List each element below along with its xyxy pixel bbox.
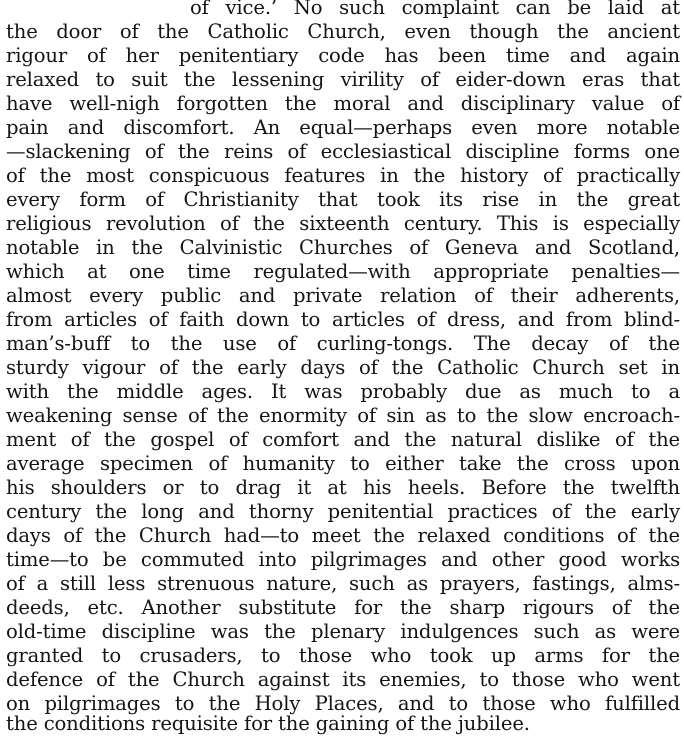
text-line: from articles of faith down to articles of dress, and from blind- — [6, 308, 680, 331]
text-line: defence of the Church against its enemies, to those who went — [6, 668, 680, 691]
text-line: every form of Christianity that took its rise in the great — [6, 188, 680, 211]
text-line: weakening sense of the enormity of sin as to the slow encroach- — [6, 404, 680, 427]
text-line: relaxed to suit the lessening virility of eider-down eras that — [6, 68, 680, 91]
text-line: religious revolution of the sixteenth century. This is especially — [6, 212, 680, 235]
text-line: with the middle ages. It was probably due as much to a — [6, 380, 680, 403]
text-line: on pilgrimages to the Holy Places, and to those who fulfilled — [6, 692, 680, 715]
text-line: granted to crusaders, to those who took up arms for the — [6, 644, 680, 667]
text-line: deeds, etc. Another substitute for the sharp rigours of the — [6, 596, 680, 619]
text-line: average specimen of humanity to either take the cross upon — [6, 452, 680, 475]
text-line: his shoulders or to drag it at his heels. Before the twelfth — [6, 476, 680, 499]
text-line: century the long and thorny penitential practices of the early — [6, 500, 680, 523]
text-line: rigour of her penitentiary code has been time and again — [6, 44, 680, 67]
text-line: old-time discipline was the plenary indulgences such as were — [6, 620, 680, 643]
text-line: of vice.’ No such complaint can be laid at — [190, 0, 680, 19]
text-line: the door of the Catholic Church, even though the ancient — [6, 20, 680, 43]
text-line: days of the Church had—to meet the relaxed conditions of the — [6, 524, 680, 547]
text-line: notable in the Calvinistic Churches of Geneva and Scotland, — [6, 236, 680, 259]
text-line: ment of the gospel of comfort and the natural dislike of the — [6, 428, 680, 451]
text-line: of a still less strenuous nature, such as prayers, fastings, alms- — [6, 572, 680, 595]
text-line: man’s-buff to the use of curling-tongs. The decay of the — [6, 332, 680, 355]
text-line: —slackening of the reins of ecclesiastical discipline forms one — [6, 140, 680, 163]
text-line: of the most conspicuous features in the history of practically — [6, 164, 680, 187]
text-line: have well-nigh forgotten the moral and disciplinary value of — [6, 92, 680, 115]
text-line: the conditions requisite for the gaining of the jubilee. — [6, 712, 530, 735]
text-line: which at one time regulated—with appropriate penalties— — [6, 260, 680, 283]
text-line: pain and discomfort. An equal—perhaps even more notable — [6, 116, 680, 139]
text-line: almost every public and private relation of their adherents, — [6, 284, 680, 307]
text-line: sturdy vigour of the early days of the Catholic Church set in — [6, 356, 680, 379]
text-line: time—to be commuted into pilgrimages and other good works — [6, 548, 680, 571]
